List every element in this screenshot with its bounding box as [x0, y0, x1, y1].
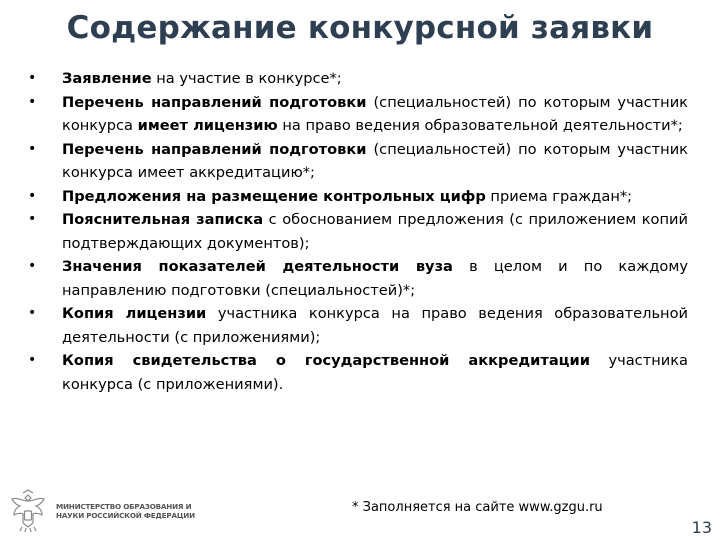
page-number: 13	[691, 518, 712, 537]
bullet-list	[28, 67, 688, 396]
bullet-text: участника конкурса на право ведения образовательной деятельности (с приложениями);	[62, 305, 689, 346]
ministry-name: МИНИСТЕРСТВО ОБРАЗОВАНИЯ И НАУКИ РОССИЙСКОЙ ФЕДЕРАЦИИ	[56, 502, 195, 520]
bullet-item	[28, 91, 688, 138]
bullet-item	[28, 138, 688, 185]
bullet-text: в целом и по каждому направлению подготовки (специальностей)*;	[62, 258, 689, 299]
bullet-text-bold: Заявление	[62, 70, 152, 87]
bullet-marker: •	[28, 140, 37, 157]
bullet-text-bold: Пояснительная записка	[62, 211, 264, 228]
bullet-marker: •	[28, 93, 37, 110]
bullet-marker: •	[28, 305, 37, 321]
bullet-text-bold: Предложения на размещение контрольных цифр	[62, 187, 486, 205]
bullet-item	[28, 67, 688, 91]
footnote: * Заполняется на сайте www.gzgu.ru	[352, 500, 603, 515]
bullet-text-bold: Копия лицензии	[62, 305, 207, 322]
bullet-item	[28, 349, 688, 396]
bullet-item	[28, 208, 688, 255]
bullet-text: (специальностей) по которым участник конкурса	[62, 93, 689, 134]
bullet-text: с обоснованием предложения (с приложением копий подтверждающих документов);	[62, 211, 688, 252]
bullet-text: участника конкурса (с приложениями).	[62, 352, 688, 393]
bullet-item	[28, 255, 688, 302]
bullet-marker: •	[28, 258, 37, 274]
bullet-text-bold: Перечень направлений подготовки	[62, 140, 367, 158]
bullet-marker: •	[28, 70, 37, 86]
bullet-text: на участие в конкурсе*;	[151, 70, 342, 87]
bullet-marker: •	[28, 352, 37, 368]
bullet-marker: •	[28, 211, 37, 227]
bullet-marker: •	[28, 187, 37, 204]
bullet-text-bold: Значения показателей деятельности вуза	[62, 258, 453, 275]
slide-title: Содержание конкурсной заявки	[66, 10, 654, 46]
bullet-text-bold: Копия свидетельства о государственной аккредитации	[62, 352, 590, 369]
bullet-text-bold: Перечень направлений подготовки	[62, 93, 367, 111]
bullet-text: (специальностей) по которым участник конкурса имеет аккредитацию*;	[62, 140, 689, 181]
bullet-text: приема граждан*;	[485, 187, 633, 205]
bullet-item	[28, 302, 688, 349]
ministry-emblem-icon	[8, 489, 48, 533]
bullet-text-bold: имеет лицензию	[137, 117, 278, 134]
bullet-item	[28, 185, 688, 209]
bullet-text: на право ведения образовательной деятельности*;	[277, 117, 683, 134]
